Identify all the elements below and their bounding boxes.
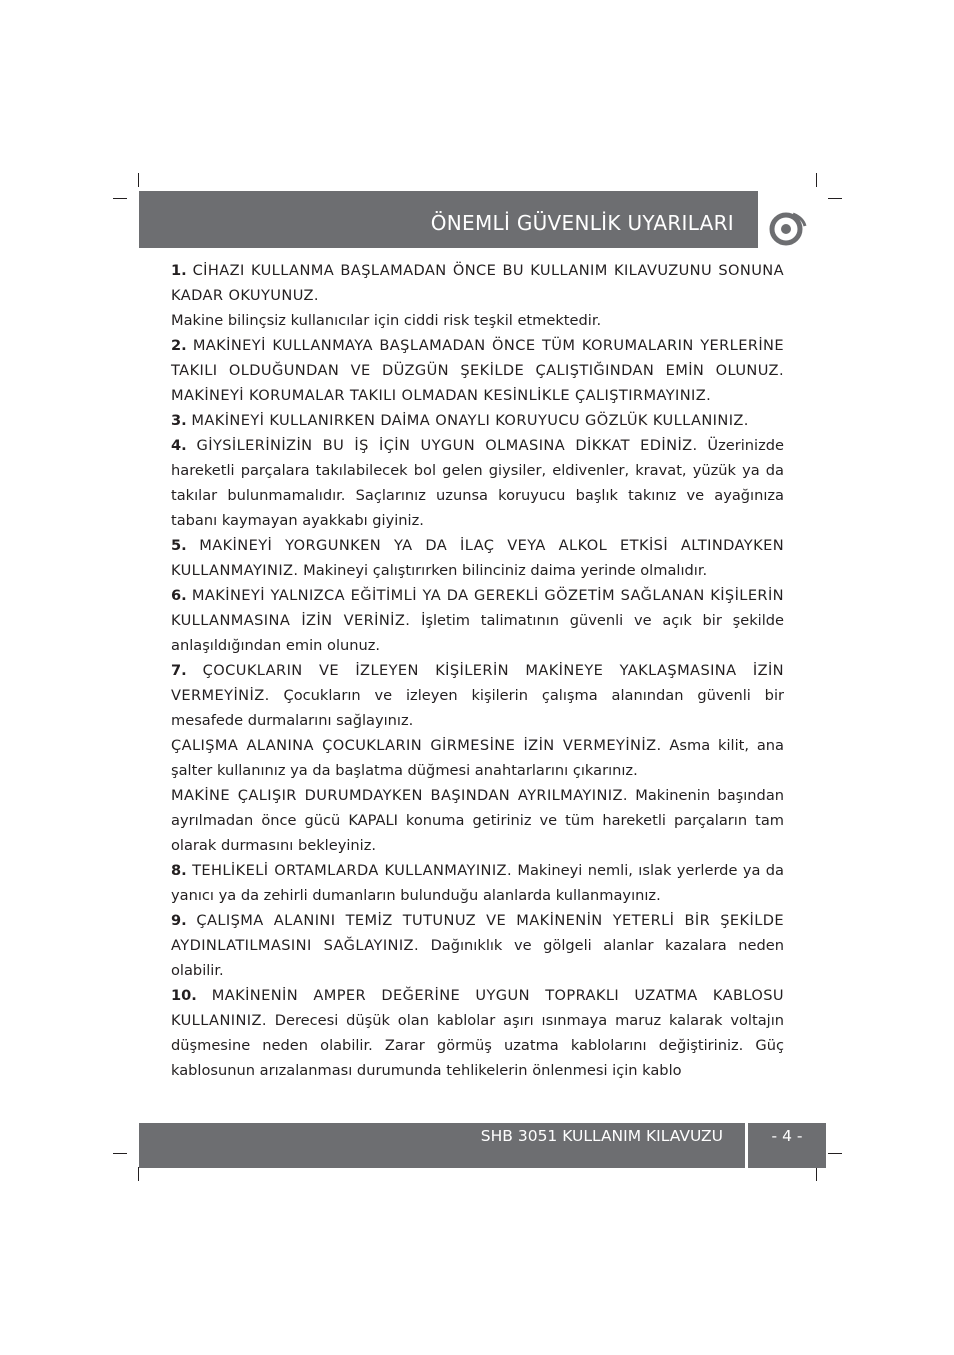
instruction-item	[171, 858, 784, 908]
crop-mark	[816, 173, 817, 187]
item-heading: ÇALIŞMA ALANINA ÇOCUKLARIN GİRMESİNE İZİN VERMEYİNİZ.	[171, 737, 662, 754]
instruction-item	[171, 733, 784, 783]
item-heading: MAKİNEYİ YORGUNKEN YA DA İLAÇ VEYA ALKOL ETKİSİ ALTINDAYKEN KULLANMAYINIZ.	[171, 537, 785, 579]
item-number: 4.	[171, 437, 187, 454]
item-text: Derecesi düşük olan kablolar aşırı ısınmaya maruz kalarak voltajın düşmesine neden olabilir. Zarar görmüş uzatma kablolarını değiştiriniz. Güç kablosunun arızalanması durumunda tehlikelerin önlenmesi için kablo	[171, 1012, 784, 1079]
item-text: Üzerinizde hareketli parçalara takılabilecek bol gelen giysiler, eldivenler, kravat, yüzük ya da takılar bulunmamalıdır. Saçlarınız uzunsa koruyucu başlık takınız ve ayağınıza tabanı kaymayan ayakkabı giyiniz.	[171, 437, 785, 529]
instruction-item	[171, 983, 784, 1083]
crop-mark	[138, 173, 139, 187]
crop-mark	[113, 1153, 127, 1154]
item-heading: TEHLİKELİ ORTAMLARDA KULLANMAYINIZ.	[192, 862, 512, 879]
item-heading: MAKİNEYİ KULLANMAYA BAŞLAMADAN ÖNCE TÜM KORUMALARIN YERLERİNE TAKILI OLDUĞUNDAN VE DÜZGÜN ŞEKİLDE ÇALIŞTIĞINDAN EMİN OLUNUZ. MAKİNEYİ KORUMALAR TAKILI OLMADAN KESİNLİKLE ÇALIŞTIRMAYINIZ.	[171, 337, 784, 404]
instruction-item	[171, 258, 784, 308]
crop-mark	[816, 1167, 817, 1181]
instruction-item	[171, 583, 784, 658]
crop-mark	[138, 1167, 139, 1181]
item-text: Makinenin başından ayrılmadan önce gücü KAPALI konuma getiriniz ve tüm hareketli parçaların tam olarak durmasını bekleyiniz.	[171, 787, 785, 854]
item-text: Makineyi nemli, ıslak yerlerde ya da yanıcı ya da zehirli dumanların bulunduğu alanlarda kullanmayınız.	[171, 862, 784, 904]
item-heading: MAKİNE ÇALIŞIR DURUMDAYKEN BAŞINDAN AYRILMAYINIZ.	[171, 787, 628, 804]
safety-instructions	[171, 258, 784, 1083]
brand-logo-icon	[767, 208, 807, 248]
instruction-item	[171, 783, 784, 858]
item-heading: MAKİNENİN AMPER DEĞERİNE UYGUN TOPRAKLI UZATMA KABLOSU KULLANINIZ.	[171, 987, 784, 1029]
item-number: 8.	[171, 862, 187, 879]
item-text: Makine bilinçsiz kullanıcılar için ciddi risk teşkil etmektedir.	[171, 312, 602, 329]
item-number: 2.	[171, 337, 187, 354]
crop-mark	[828, 1153, 842, 1154]
item-number: 6.	[171, 587, 187, 604]
item-heading: ÇALIŞMA ALANINI TEMİZ TUTUNUZ VE MAKİNENİN YETERLİ BİR ŞEKİLDE AYDINLATILMASINI SAĞLAYINIZ.	[171, 912, 785, 954]
page-title: ÖNEMLİ GÜVENLİK UYARILARI	[430, 211, 734, 235]
item-text: Asma kilit, ana şalter kullanınız ya da başlatma düğmesi anahtarlarını çıkarınız.	[171, 737, 784, 779]
item-number: 10.	[171, 987, 197, 1004]
item-number: 9.	[171, 912, 187, 929]
instruction-item	[171, 408, 784, 433]
footer-bar	[139, 1123, 745, 1168]
item-text: Dağınıklık ve gölgeli alanlar kazalara neden olabilir.	[171, 937, 785, 979]
item-text: Çocukların ve izleyen kişilerin çalışma alanından güvenli bir mesafede durmalarını sağlayınız.	[171, 687, 784, 729]
item-heading: MAKİNEYİ YALNIZCA EĞİTİMLİ YA DA GEREKLİ GÖZETİM SAĞLANAN KİŞİLERİN KULLANMASINA İZİN VERİNİZ.	[171, 587, 784, 629]
instruction-item	[171, 658, 784, 733]
manual-title: SHB 3051 KULLANIM KILAVUZU	[480, 1127, 723, 1145]
item-text: İşletim talimatının güvenli ve açık bir şekilde anlaşıldığından emin olunuz.	[171, 612, 784, 654]
item-number: 1.	[171, 262, 187, 279]
instruction-item	[171, 333, 784, 408]
item-heading: GİYSİLERİNİZİN BU İŞ İÇİN UYGUN OLMASINA DİKKAT EDİNİZ.	[196, 437, 698, 454]
item-heading: ÇOCUKLARIN VE İZLEYEN KİŞİLERİN MAKİNEYE YAKLAŞMASINA İZİN VERMEYİNİZ.	[171, 662, 784, 704]
instruction-item	[171, 533, 784, 583]
page-number-box	[748, 1123, 826, 1168]
item-number: 5.	[171, 537, 187, 554]
crop-mark	[828, 198, 842, 199]
page-number: - 4 -	[771, 1127, 803, 1145]
item-number: 7.	[171, 662, 187, 679]
item-heading: MAKİNEYİ KULLANIRKEN DAİMA ONAYLI KORUYUCU GÖZLÜK KULLANINIZ.	[191, 412, 749, 429]
crop-mark	[113, 198, 127, 199]
item-heading: CİHAZI KULLANMA BAŞLAMADAN ÖNCE BU KULLANIM KILAVUZUNU SONUNA KADAR OKUYUNUZ.	[171, 262, 784, 304]
instruction-item	[171, 308, 784, 333]
instruction-item	[171, 433, 784, 533]
item-number: 3.	[171, 412, 187, 429]
instruction-item	[171, 908, 784, 983]
item-text: Makineyi çalıştırırken bilinciniz daima yerinde olmalıdır.	[303, 562, 708, 579]
header-bar	[139, 191, 758, 248]
